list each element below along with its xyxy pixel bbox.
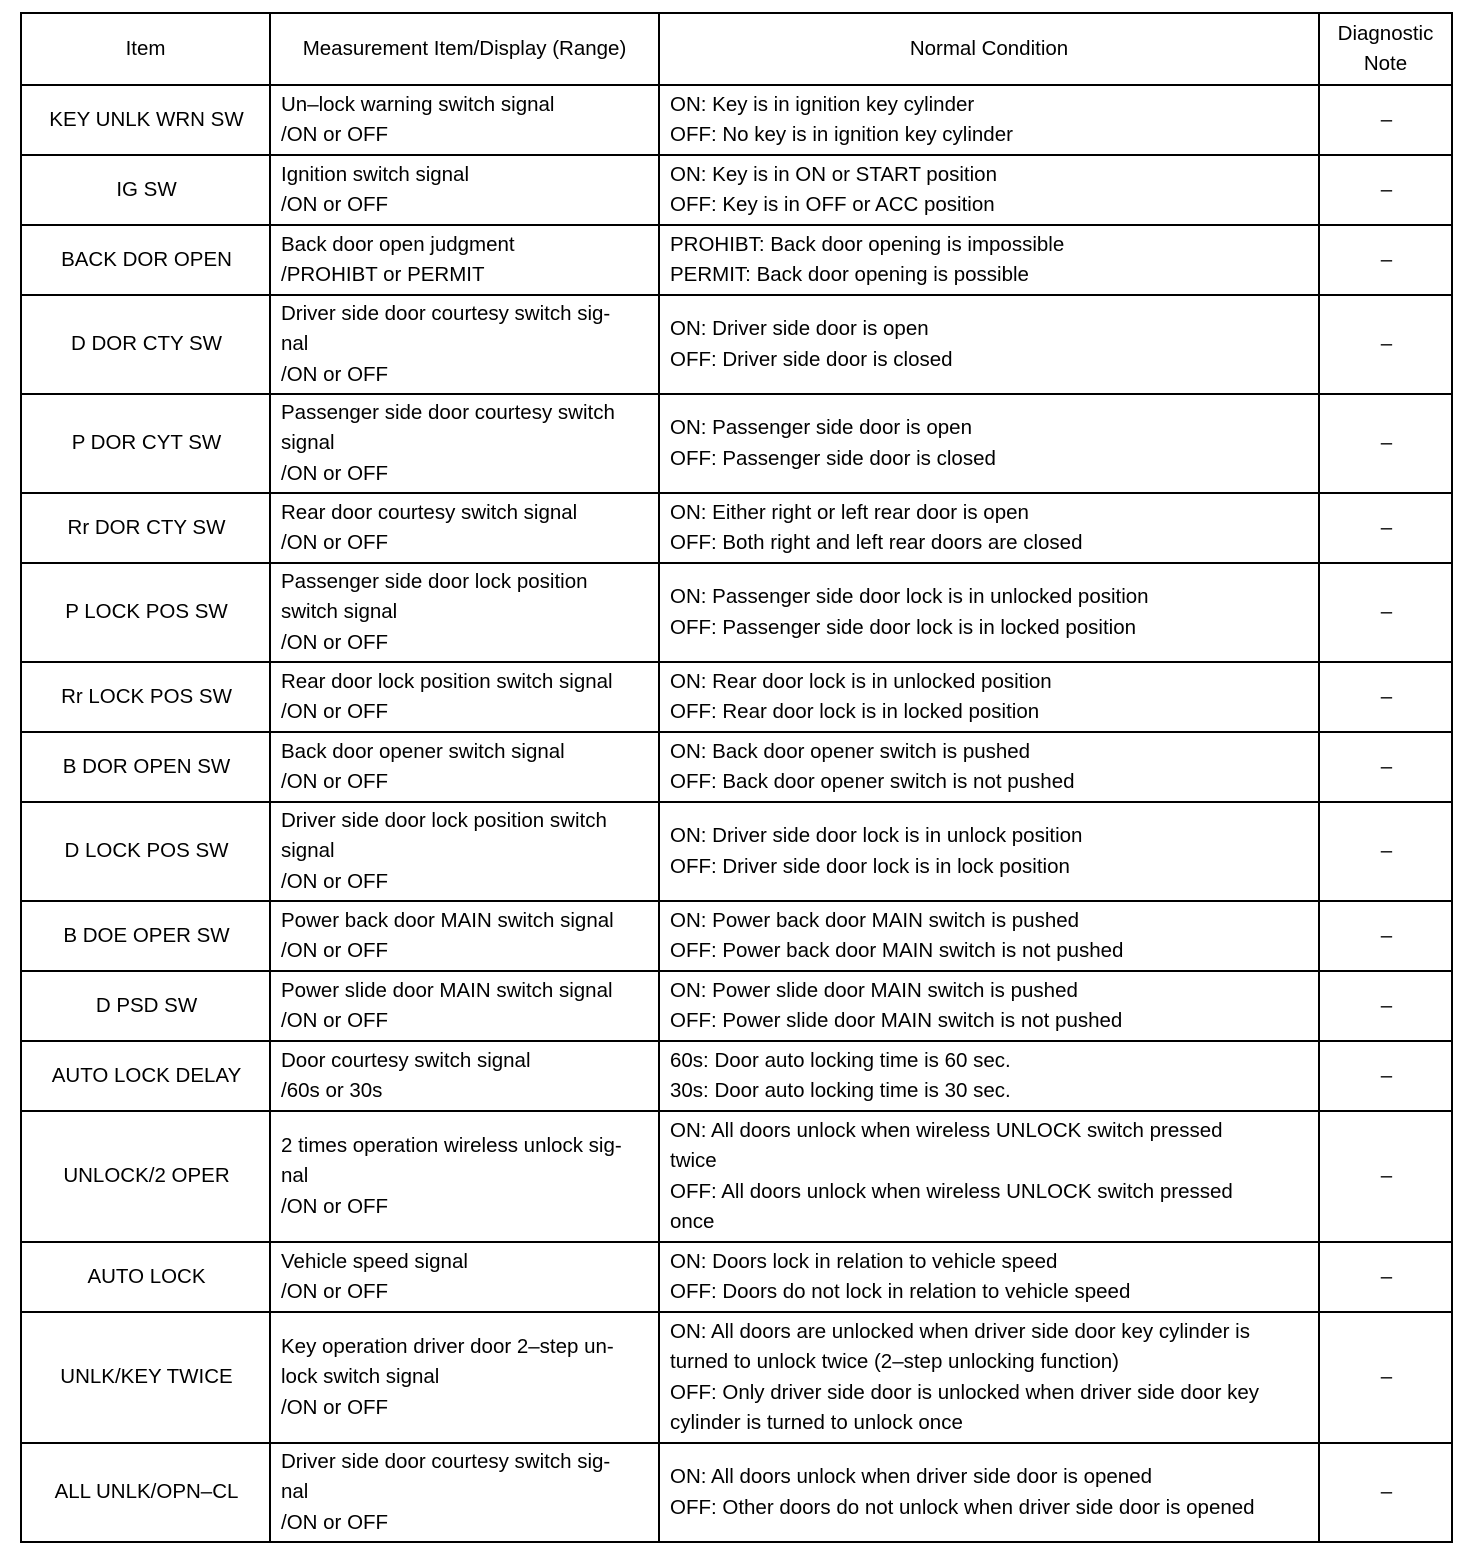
condition-line: turned to unlock twice (2–step unlocking function) [670,1350,1119,1374]
diagnostic-note-cell: – [1319,155,1452,225]
measurement-cell [270,1242,659,1312]
condition-line: ON: Passenger side door lock is in unlocked position [670,585,1149,609]
measurement-line: /ON or OFF [281,531,389,554]
condition-line: ON: Either right or left rear door is open [670,500,1029,524]
condition-line: PROHIBT: Back door opening is impossible [670,232,1065,256]
condition-line: OFF: Both right and left rear doors are closed [670,531,1083,554]
diagnostic-note-cell: – [1319,563,1452,662]
measurement-line: /ON or OFF [281,461,389,485]
measurement-line: /ON or OFF [281,193,389,216]
measurement-cell [270,225,659,295]
measurement-line: /ON or OFF [281,362,389,386]
item-name-cell: UNLOCK/2 OPER [21,1111,270,1242]
condition-line: OFF: Power back door MAIN switch is not pushed [670,939,1124,962]
measurement-line: /60s or 30s [281,1079,383,1102]
normal-condition-cell [659,901,1319,971]
condition-line: ON: All doors are unlocked when driver side door key cylinder is [670,1319,1250,1343]
condition-line: ON: Key is in ignition key cylinder [670,92,975,116]
normal-condition-cell [659,85,1319,155]
measurement-cell [270,802,659,901]
measurement-line: /ON or OFF [281,1280,389,1303]
condition-line: ON: Driver side door is open [670,317,929,341]
condition-line: OFF: No key is in ignition key cylinder [670,123,1013,146]
normal-condition-cell [659,225,1319,295]
table-row [21,1041,1452,1111]
diagnostic-note-cell: – [1319,1041,1452,1111]
header-item: Item [21,13,270,85]
measurement-cell [270,1111,659,1242]
measurement-line: /ON or OFF [281,770,389,793]
item-name-cell: P LOCK POS SW [21,563,270,662]
measurement-line: Power slide door MAIN switch signal [281,978,613,1002]
measurement-line: /ON or OFF [281,939,389,962]
item-name-cell: BACK DOR OPEN [21,225,270,295]
normal-condition-cell [659,493,1319,563]
measurement-line: switch signal [281,600,398,624]
measurement-line: /ON or OFF [281,869,389,893]
condition-line: ON: Passenger side door is open [670,416,972,440]
diagnostic-note-cell: – [1319,662,1452,732]
condition-line: ON: Rear door lock is in unlocked position [670,669,1052,693]
normal-condition-cell [659,662,1319,732]
item-name-cell: D PSD SW [21,971,270,1041]
measurement-cell [270,1312,659,1443]
item-name-cell: D DOR CTY SW [21,295,270,394]
condition-line: OFF: Passenger side door is closed [670,446,996,470]
measurement-line: /ON or OFF [281,630,389,654]
item-name-cell: D LOCK POS SW [21,802,270,901]
item-name-cell: B DOE OPER SW [21,901,270,971]
header-row [21,13,1452,85]
item-name-cell: ALL UNLK/OPN–CL [21,1443,270,1542]
measurement-cell [270,732,659,802]
data-list-table [20,12,1453,1543]
table-row [21,155,1452,225]
measurement-line: Back door open judgment [281,232,515,256]
condition-line: once [670,1209,715,1233]
diagnostic-note-cell: – [1319,1242,1452,1312]
normal-condition-cell [659,1111,1319,1242]
diagnostic-note-cell: – [1319,732,1452,802]
diagnostic-note-cell: – [1319,225,1452,295]
item-name-cell: Rr LOCK POS SW [21,662,270,732]
item-name-cell: B DOR OPEN SW [21,732,270,802]
normal-condition-cell [659,1242,1319,1312]
measurement-line: /ON or OFF [281,700,389,723]
condition-line: ON: Power back door MAIN switch is pushed [670,908,1080,932]
diagnostic-note-cell: – [1319,1312,1452,1443]
condition-line: ON: Key is in ON or START position [670,162,997,186]
condition-line: cylinder is turned to unlock once [670,1410,963,1434]
table-row [21,1312,1452,1443]
table-row [21,1242,1452,1312]
diagnostic-note-cell: – [1319,394,1452,493]
measurement-line: Ignition switch signal [281,162,470,186]
normal-condition-cell [659,155,1319,225]
condition-line: OFF: Rear door lock is in locked position [670,700,1040,723]
item-name-cell: AUTO LOCK DELAY [21,1041,270,1111]
table-row [21,802,1452,901]
condition-line: ON: Power slide door MAIN switch is pushed [670,978,1078,1002]
condition-line: OFF: Passenger side door lock is in locked position [670,615,1137,639]
header-diagnostic-note [1319,13,1452,85]
condition-line: ON: Back door opener switch is pushed [670,739,1031,763]
normal-condition-cell [659,394,1319,493]
table-row [21,225,1452,295]
measurement-cell [270,1041,659,1111]
header-note-line: Diagnostic [1337,21,1434,45]
condition-line: OFF: Power slide door MAIN switch is not pushed [670,1009,1123,1032]
table-row [21,563,1452,662]
condition-line: OFF: Only driver side door is unlocked when driver side door key [670,1380,1260,1404]
condition-line: PERMIT: Back door opening is possible [670,263,1029,286]
diagnostic-note-cell: – [1319,901,1452,971]
measurement-line: signal [281,839,335,863]
measurement-line: Passenger side door courtesy switch [281,401,615,425]
measurement-line: Vehicle speed signal [281,1249,468,1273]
table-row [21,295,1452,394]
measurement-cell [270,1443,659,1542]
measurement-line: Un–lock warning switch signal [281,92,555,116]
measurement-line: Driver side door courtesy switch sig- [281,302,611,326]
item-name-cell: KEY UNLK WRN SW [21,85,270,155]
normal-condition-cell [659,971,1319,1041]
measurement-line: /ON or OFF [281,1395,389,1419]
condition-line: OFF: Other doors do not unlock when driver side door is opened [670,1495,1255,1519]
measurement-line: Driver side door lock position switch [281,809,607,833]
item-name-cell: AUTO LOCK [21,1242,270,1312]
condition-line: OFF: Driver side door lock is in lock position [670,854,1070,878]
condition-line: twice [670,1149,717,1173]
measurement-cell [270,155,659,225]
header-note-line: Note [1363,52,1408,75]
item-name-cell: IG SW [21,155,270,225]
condition-line: ON: All doors unlock when driver side door is opened [670,1465,1153,1489]
measurement-line: Door courtesy switch signal [281,1048,531,1072]
measurement-line: nal [281,332,309,356]
measurement-line: Rear door lock position switch signal [281,669,613,693]
measurement-cell [270,662,659,732]
measurement-cell [270,493,659,563]
table-row [21,732,1452,802]
measurement-cell [270,901,659,971]
item-name-cell: P DOR CYT SW [21,394,270,493]
table-row [21,662,1452,732]
condition-line: 30s: Door auto locking time is 30 sec. [670,1079,1011,1102]
table-row [21,1443,1452,1542]
normal-condition-cell [659,1041,1319,1111]
measurement-line: lock switch signal [281,1365,440,1389]
diagnostic-note-cell: – [1319,971,1452,1041]
measurement-line: Key operation driver door 2–step un- [281,1335,614,1359]
diagnostic-note-cell: – [1319,802,1452,901]
item-name-cell: UNLK/KEY TWICE [21,1312,270,1443]
condition-line: OFF: All doors unlock when wireless UNLOCK switch pressed [670,1179,1233,1203]
measurement-line: nal [281,1164,309,1188]
measurement-cell [270,563,659,662]
condition-line: OFF: Doors do not lock in relation to vehicle speed [670,1280,1131,1303]
diagnostic-note-cell: – [1319,1443,1452,1542]
table-row [21,85,1452,155]
diagnostic-note-cell: – [1319,295,1452,394]
condition-line: OFF: Driver side door is closed [670,347,953,371]
condition-line: OFF: Key is in OFF or ACC position [670,193,995,216]
header-normal-condition: Normal Condition [659,13,1319,85]
measurement-line: Driver side door courtesy switch sig- [281,1450,611,1474]
measurement-line: /ON or OFF [281,1009,389,1032]
measurement-line: /ON or OFF [281,123,389,146]
normal-condition-cell [659,295,1319,394]
measurement-line: /ON or OFF [281,1510,389,1534]
measurement-line: /ON or OFF [281,1194,389,1218]
normal-condition-cell [659,563,1319,662]
diagnostic-note-cell: – [1319,85,1452,155]
header-measurement: Measurement Item/Display (Range) [270,13,659,85]
table-row [21,971,1452,1041]
measurement-line: Rear door courtesy switch signal [281,500,578,524]
normal-condition-cell [659,1312,1319,1443]
measurement-line: 2 times operation wireless unlock sig- [281,1134,622,1158]
measurement-line: Passenger side door lock position [281,570,588,594]
diagnostic-note-cell: – [1319,493,1452,563]
condition-line: ON: All doors unlock when wireless UNLOCK switch pressed [670,1118,1223,1142]
condition-line: OFF: Back door opener switch is not pushed [670,770,1075,793]
table-row [21,493,1452,563]
measurement-cell [270,85,659,155]
condition-line: 60s: Door auto locking time is 60 sec. [670,1048,1011,1072]
table-row [21,901,1452,971]
condition-line: ON: Driver side door lock is in unlock position [670,824,1083,848]
measurement-cell [270,394,659,493]
normal-condition-cell [659,1443,1319,1542]
table-row [21,394,1452,493]
measurement-line: signal [281,431,335,455]
table-row [21,1111,1452,1242]
measurement-line: Power back door MAIN switch signal [281,908,614,932]
item-name-cell: Rr DOR CTY SW [21,493,270,563]
measurement-cell [270,971,659,1041]
measurement-line: /PROHIBT or PERMIT [281,263,485,286]
normal-condition-cell [659,732,1319,802]
condition-line: ON: Doors lock in relation to vehicle speed [670,1249,1058,1273]
diagnostic-note-cell: – [1319,1111,1452,1242]
measurement-line: nal [281,1480,309,1504]
measurement-cell [270,295,659,394]
measurement-line: Back door opener switch signal [281,739,565,763]
normal-condition-cell [659,802,1319,901]
